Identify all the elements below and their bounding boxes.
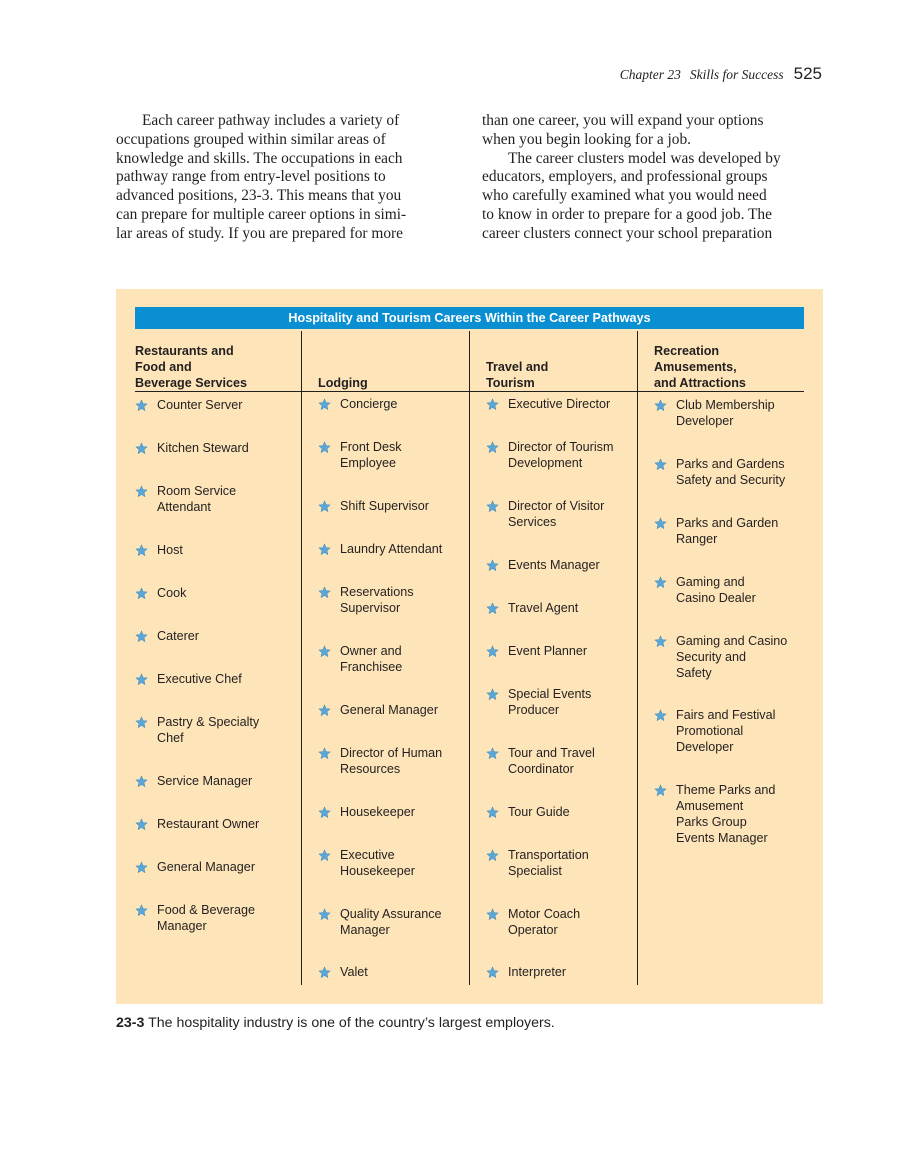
career-item-label <box>340 541 442 557</box>
career-item-line: Casino Dealer <box>676 591 756 605</box>
career-item-label <box>508 498 604 530</box>
career-item <box>469 557 637 573</box>
career-item-line: Events Manager <box>508 558 600 572</box>
star-icon <box>135 902 157 918</box>
career-item-line: Safety and Security <box>676 473 786 487</box>
career-item-line: Counter Server <box>157 398 243 412</box>
career-item-label <box>508 906 580 938</box>
career-item <box>301 643 469 675</box>
career-item-label <box>340 804 415 820</box>
column-heading-line: Recreation <box>654 344 720 358</box>
career-item-line: Chef <box>157 731 184 745</box>
career-item <box>469 439 637 471</box>
career-item-line: Event Planner <box>508 644 588 658</box>
career-item <box>637 397 804 429</box>
career-item-line: Caterer <box>157 629 199 643</box>
body-line: to know in order to prepare for a good job. The <box>482 205 772 223</box>
career-item <box>135 483 301 515</box>
career-item-line: Specialist <box>508 864 562 878</box>
career-item-line: Interpreter <box>508 965 567 979</box>
star-icon <box>318 702 340 718</box>
star-icon <box>486 804 508 820</box>
career-item-line: Safety <box>676 666 712 680</box>
career-item <box>135 671 301 687</box>
career-item-line: Cook <box>157 586 187 600</box>
column-restaurants <box>135 331 302 985</box>
career-item <box>135 902 301 934</box>
star-icon <box>135 773 157 789</box>
career-item-label <box>676 456 785 488</box>
career-item <box>637 574 804 606</box>
career-item <box>637 633 804 681</box>
career-item <box>469 906 637 938</box>
career-item-line: Valet <box>340 965 368 979</box>
career-item-line: Concierge <box>340 397 398 411</box>
career-item-line: Development <box>508 456 583 470</box>
star-icon <box>318 396 340 412</box>
career-item-line: Quality Assurance <box>340 907 442 921</box>
career-item-line: Reservations <box>340 585 414 599</box>
career-item-label <box>340 964 368 980</box>
career-item-line: Pastry & Specialty <box>157 715 260 729</box>
star-icon <box>135 671 157 687</box>
career-item-line: Developer <box>676 740 734 754</box>
career-item-label <box>340 847 415 879</box>
column-heading <box>469 331 637 392</box>
career-item-line: Motor Coach <box>508 907 581 921</box>
career-item-line: General Manager <box>157 860 256 874</box>
career-item-label <box>508 600 578 616</box>
career-pathways-figure <box>116 289 823 1004</box>
star-icon <box>654 633 676 649</box>
column-heading <box>637 331 804 392</box>
career-item <box>301 584 469 616</box>
body-line: educators, employers, and professional groups <box>482 168 768 186</box>
career-item-line: Food & Beverage <box>157 903 256 917</box>
career-item-line: Manager <box>340 923 390 937</box>
star-icon <box>654 574 676 590</box>
career-item-line: Gaming and <box>676 575 745 589</box>
star-icon <box>486 643 508 659</box>
star-icon <box>318 906 340 922</box>
star-icon <box>135 628 157 644</box>
career-item-line: Service Manager <box>157 774 253 788</box>
career-item-line: Director of Tourism <box>508 440 614 454</box>
star-icon <box>486 906 508 922</box>
career-item-line: Travel Agent <box>508 601 579 615</box>
career-item <box>469 396 637 412</box>
career-item-label <box>157 397 242 413</box>
career-item-line: Owner and <box>340 644 402 658</box>
star-icon <box>135 816 157 832</box>
star-icon <box>318 745 340 761</box>
column-heading-line: Lodging <box>318 376 368 390</box>
body-line: can prepare for multiple career options in simi- <box>116 205 407 223</box>
career-item-label <box>508 745 595 777</box>
career-item-line: Front Desk <box>340 440 402 454</box>
body-line: when you begin looking for a job. <box>482 130 692 148</box>
career-item-label <box>157 542 183 558</box>
career-item-line: Services <box>508 515 557 529</box>
star-icon <box>135 585 157 601</box>
career-item-line: Director of Human <box>340 746 443 760</box>
career-item-line: Shift Supervisor <box>340 499 429 513</box>
star-icon <box>486 600 508 616</box>
career-item-line: Executive Director <box>508 397 611 411</box>
career-item-line: Parks Group <box>676 815 747 829</box>
career-item <box>301 964 469 980</box>
career-item <box>469 745 637 777</box>
star-icon <box>318 541 340 557</box>
career-item-label <box>340 498 429 514</box>
career-item-label <box>157 628 199 644</box>
body-line: Each career pathway includes a variety of <box>142 112 400 129</box>
career-item <box>469 964 637 980</box>
career-item-line: Events Manager <box>676 831 768 845</box>
career-item <box>301 439 469 471</box>
career-item-line: Promotional <box>676 724 744 738</box>
career-item <box>135 397 301 413</box>
career-item-line: Director of Visitor <box>508 499 605 513</box>
star-icon <box>135 440 157 456</box>
career-item-line: Kitchen Steward <box>157 441 249 455</box>
career-item-label <box>157 483 236 515</box>
career-item-label <box>508 396 610 412</box>
career-item-label <box>676 707 775 755</box>
career-item-line: Parks and Garden <box>676 516 779 530</box>
career-item <box>301 541 469 557</box>
career-item-label <box>676 574 756 606</box>
career-item-label <box>157 859 255 875</box>
column-travel <box>469 331 638 985</box>
career-item-line: Host <box>157 543 183 557</box>
career-item <box>469 498 637 530</box>
career-item-label <box>157 902 255 934</box>
body-line: knowledge and skills. The occupations in each <box>116 149 403 167</box>
column-heading <box>301 331 469 392</box>
career-item-label <box>508 804 570 820</box>
caption-text: The hospitality industry is one of the country’s largest employers. <box>144 1015 555 1031</box>
career-item-label <box>676 782 775 846</box>
column-heading-line: Travel and <box>486 360 549 374</box>
star-icon <box>318 584 340 600</box>
career-item-line: Amusement <box>676 799 744 813</box>
star-icon <box>486 847 508 863</box>
figure-caption <box>116 1015 555 1031</box>
column-heading-line: Beverage Services <box>135 376 248 390</box>
star-icon <box>486 396 508 412</box>
career-item-line: Operator <box>508 923 558 937</box>
career-item <box>135 816 301 832</box>
career-item-line: Restaurant Owner <box>157 817 260 831</box>
career-item-label <box>508 686 591 718</box>
chapter-title: Skills for Success <box>689 67 784 82</box>
career-item-line: Executive <box>340 848 395 862</box>
career-item-line: Employee <box>340 456 397 470</box>
career-item-line: Resources <box>340 762 401 776</box>
career-item-line: Attendant <box>157 500 211 514</box>
star-icon <box>135 859 157 875</box>
career-item-label <box>340 584 414 616</box>
star-icon <box>318 964 340 980</box>
career-item <box>469 847 637 879</box>
career-item-line: Gaming and Casino <box>676 634 788 648</box>
career-item-line: Housekeeper <box>340 864 415 878</box>
body-line: who carefully examined what you would need <box>482 187 767 205</box>
career-item <box>135 628 301 644</box>
page-number: 525 <box>793 64 822 83</box>
career-item <box>469 600 637 616</box>
figure-title: Hospitality and Tourism Careers Within the Career Pathways <box>135 307 804 329</box>
career-item <box>135 542 301 558</box>
star-icon <box>654 397 676 413</box>
career-item-label <box>676 515 778 547</box>
career-item-label <box>157 816 259 832</box>
career-item-label <box>157 773 252 789</box>
column-heading-line: Food and <box>135 360 192 374</box>
column-heading-line: Amusements, <box>654 360 737 374</box>
career-item-label <box>508 964 566 980</box>
career-item-label <box>676 633 787 681</box>
career-item-line: Coordinator <box>508 762 574 776</box>
career-item-line: Laundry Attendant <box>340 542 443 556</box>
career-item <box>135 714 301 746</box>
star-icon <box>135 542 157 558</box>
career-item-label <box>340 396 397 412</box>
column-heading-line: Restaurants and <box>135 344 234 358</box>
career-item-line: General Manager <box>340 703 439 717</box>
body-text-left <box>116 112 456 244</box>
star-icon <box>318 643 340 659</box>
career-item-line: Developer <box>676 414 734 428</box>
career-item-label <box>157 714 259 746</box>
career-item-line: Producer <box>508 703 560 717</box>
body-line: pathway range from entry-level positions to <box>116 168 386 186</box>
body-line: lar areas of study. If you are prepared for more <box>116 224 404 242</box>
career-item-label <box>508 847 589 879</box>
career-item <box>301 702 469 718</box>
career-item-line: Tour Guide <box>508 805 570 819</box>
career-item <box>637 456 804 488</box>
career-item <box>135 585 301 601</box>
star-icon <box>318 804 340 820</box>
column-heading <box>135 331 301 392</box>
career-item <box>301 847 469 879</box>
career-item-label <box>508 643 587 659</box>
career-item <box>135 440 301 456</box>
star-icon <box>486 498 508 514</box>
career-item-label <box>340 745 442 777</box>
career-item-line: Tour and Travel <box>508 746 595 760</box>
career-item-label <box>508 439 613 471</box>
career-item-label <box>157 585 186 601</box>
star-icon <box>486 439 508 455</box>
body-line: The career clusters model was developed by <box>508 149 781 167</box>
career-item-line: Executive Chef <box>157 672 242 686</box>
career-item <box>301 745 469 777</box>
career-item <box>301 804 469 820</box>
career-item-line: Manager <box>157 919 207 933</box>
star-icon <box>654 456 676 472</box>
column-heading-line: and Attractions <box>654 376 746 390</box>
star-icon <box>654 707 676 723</box>
running-head <box>500 64 822 84</box>
column-heading-line: Tourism <box>486 376 535 390</box>
body-line: advanced positions, 23-3. This means that you <box>116 187 402 205</box>
career-item-line: Transportation <box>508 848 589 862</box>
career-item-label <box>340 906 442 938</box>
career-item-label <box>340 702 438 718</box>
career-item-line: Theme Parks and <box>676 783 776 797</box>
career-item-line: Franchisee <box>340 660 403 674</box>
body-line: than one career, you will expand your options <box>482 112 764 129</box>
career-item-label <box>508 557 600 573</box>
career-item <box>135 859 301 875</box>
career-item-line: Ranger <box>676 532 718 546</box>
career-item-label <box>340 643 402 675</box>
body-text-right <box>482 112 822 244</box>
career-item-line: Room Service <box>157 484 237 498</box>
star-icon <box>135 714 157 730</box>
star-icon <box>135 397 157 413</box>
career-item <box>135 773 301 789</box>
career-item-line: Security and <box>676 650 747 664</box>
career-item <box>301 906 469 938</box>
caption-label: 23-3 <box>116 1015 145 1031</box>
career-item-label <box>676 397 775 429</box>
career-item <box>637 707 804 755</box>
body-line: occupations grouped within similar areas of <box>116 130 386 148</box>
column-lodging <box>301 331 470 985</box>
career-item-line: Supervisor <box>340 601 401 615</box>
career-item <box>469 686 637 718</box>
career-item-line: Housekeeper <box>340 805 415 819</box>
career-item-line: Fairs and Festival <box>676 708 776 722</box>
star-icon <box>654 515 676 531</box>
star-icon <box>486 964 508 980</box>
star-icon <box>486 557 508 573</box>
career-item-line: Club Membership <box>676 398 775 412</box>
career-item-line: Special Events <box>508 687 592 701</box>
career-item-label <box>157 671 242 687</box>
career-item <box>637 515 804 547</box>
star-icon <box>135 483 157 499</box>
career-item <box>301 396 469 412</box>
body-line: career clusters connect your school preparation <box>482 224 773 242</box>
career-item <box>637 782 804 846</box>
career-item-line: Parks and Gardens <box>676 457 785 471</box>
column-recreation <box>637 331 804 985</box>
star-icon <box>318 498 340 514</box>
career-item <box>301 498 469 514</box>
star-icon <box>318 439 340 455</box>
star-icon <box>486 686 508 702</box>
chapter-label: Chapter 23 <box>619 67 681 82</box>
career-item-label <box>340 439 402 471</box>
career-item <box>469 804 637 820</box>
star-icon <box>654 782 676 798</box>
star-icon <box>486 745 508 761</box>
career-item <box>469 643 637 659</box>
star-icon <box>318 847 340 863</box>
career-item-label <box>157 440 249 456</box>
